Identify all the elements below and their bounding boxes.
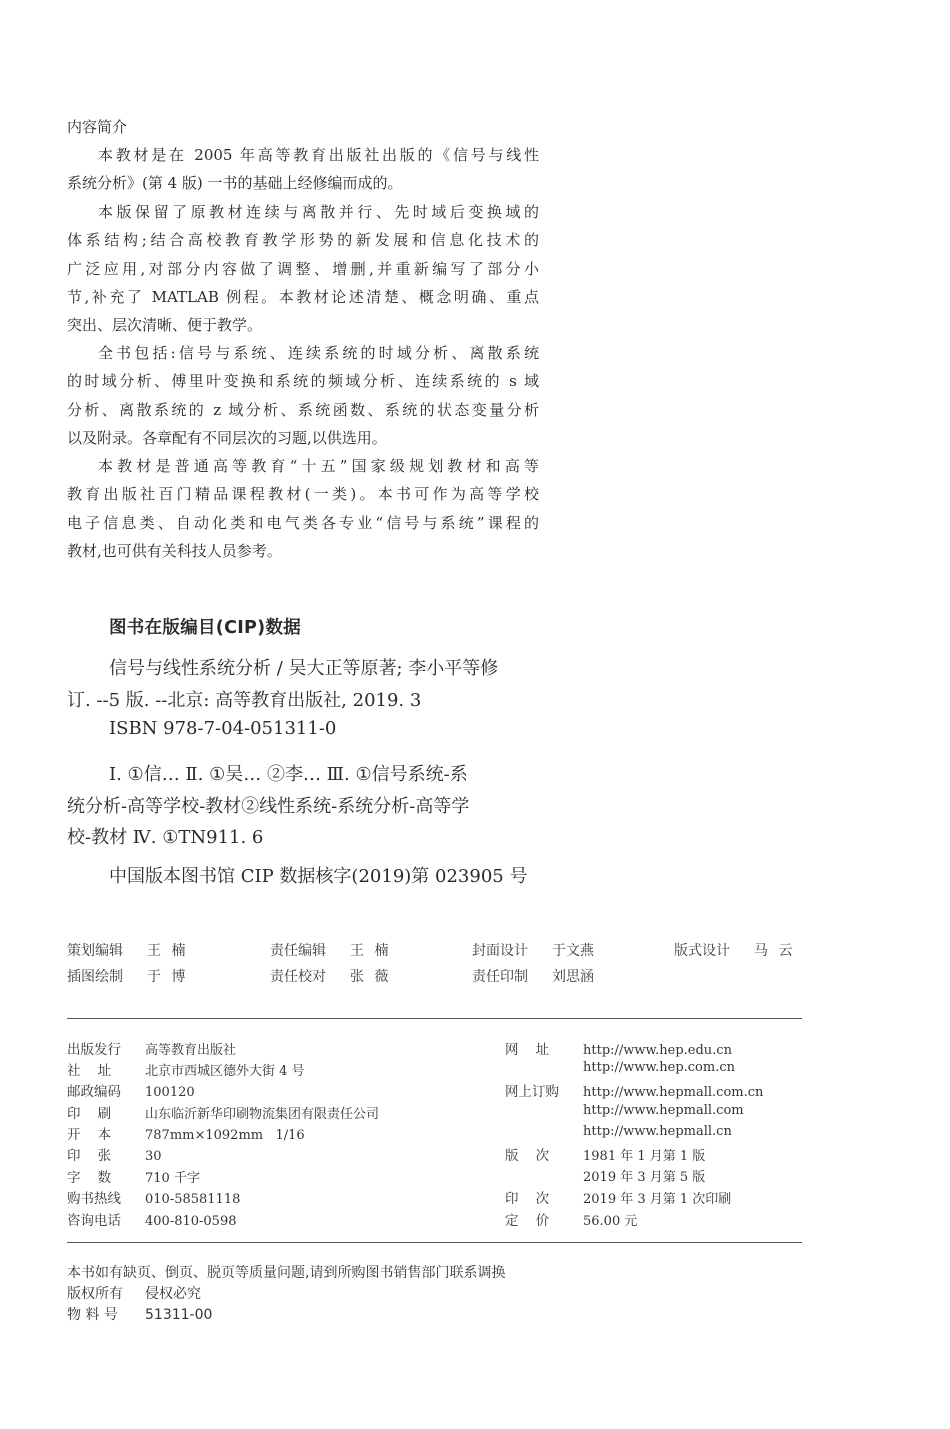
pub-info-row [505, 1144, 705, 1164]
pub-info-value: 010-58581118 [145, 1192, 241, 1207]
credit-value: 于 博 [147, 969, 189, 985]
paragraph-line: 的时域分析、傅里叶变换和系统的频域分析、连续系统的 s 域 [67, 372, 539, 391]
credit-label: 责任编辑 [270, 943, 326, 959]
pub-info-row [67, 1187, 240, 1207]
pub-info-row [505, 1038, 732, 1058]
intro-title: 内容简介 [67, 118, 128, 136]
credit-value: 刘思涵 [552, 969, 594, 985]
pub-info-value: 高等教育出版社 [145, 1043, 237, 1058]
pub-info-value: http://www.hep.com.cn [583, 1060, 735, 1075]
pub-info-label: 印 次 [505, 1191, 550, 1207]
paragraph-line: 以及附录。各章配有不同层次的习题,以供选用。 [67, 428, 387, 447]
credit-value: 马 云 [754, 943, 796, 959]
pub-info-row [67, 1102, 379, 1122]
pub-info-value: http://www.hep.edu.cn [583, 1043, 732, 1058]
credit-proofreader [270, 966, 391, 986]
credit-value: 王 楠 [350, 943, 392, 959]
pub-info-row [505, 1209, 637, 1229]
paragraph-line: 广泛应用,对部分内容做了调整、增删,并重新编写了部分小 [67, 259, 539, 278]
credit-value: 张 薇 [350, 969, 392, 985]
pub-info-value: 1981 年 1 月第 1 版 [583, 1149, 706, 1164]
credit-label: 版式设计 [674, 943, 730, 959]
pub-info-value: 56.00 元 [583, 1214, 638, 1229]
pub-info-value: 30 [145, 1149, 162, 1164]
cip-line: Ⅰ. ①信… Ⅱ. ①吴… ②李… Ⅲ. ①信号系统-系 [109, 764, 468, 785]
credit-label: 责任校对 [270, 969, 326, 985]
pub-info-row [67, 1123, 305, 1143]
pub-info-label: 印 刷 [67, 1106, 112, 1122]
credit-cover-design [472, 940, 594, 960]
cip-line: 订. --5 版. --北京: 高等教育出版社, 2019. 3 [67, 690, 422, 711]
pub-info-row [505, 1123, 732, 1139]
divider-bottom [67, 1242, 802, 1243]
pub-info-value: 2019 年 3 月第 1 次印刷 [583, 1192, 732, 1207]
pub-info-label: 咨询电话 [67, 1213, 121, 1229]
pub-info-value: http://www.hepmall.cn [583, 1124, 732, 1139]
paragraph-line: 本教材是普通高等教育“十五”国家级规划教材和高等 [98, 457, 539, 475]
material-number-label: 物 料 号 [67, 1307, 118, 1323]
credit-illustration [67, 966, 188, 986]
pub-info-value: 100120 [145, 1085, 195, 1100]
copyright-value: 侵权必究 [145, 1286, 201, 1302]
pub-info-label: 定 价 [505, 1213, 550, 1229]
paragraph-line: 电子信息类、自动化类和电气类各专业“信号与系统”课程的 [67, 513, 539, 532]
pub-info-row [67, 1080, 195, 1100]
cip-line: 校-教材 Ⅳ. ①TN911. 6 [67, 827, 264, 848]
pub-info-label: 开 本 [67, 1127, 112, 1143]
pub-info-label: 网 址 [505, 1042, 550, 1058]
pub-info-label: 出版发行 [67, 1042, 121, 1058]
cip-line: ISBN 978-7-04-051311-0 [109, 718, 337, 739]
pub-info-label: 版 次 [505, 1148, 550, 1164]
pub-info-label: 字 数 [67, 1170, 112, 1186]
material-number-value: 51311-00 [145, 1307, 213, 1323]
pub-info-row [505, 1059, 735, 1075]
pub-info-value: http://www.hepmall.com [583, 1103, 744, 1118]
intro-paragraph-3 [67, 339, 539, 452]
pub-info-row [67, 1038, 236, 1058]
pub-info-value: 2019 年 3 月第 5 版 [583, 1170, 706, 1185]
cip-title: 图书在版编目(CIP)数据 [109, 618, 302, 638]
pub-info-value: 787mm×1092mm 1/16 [145, 1128, 305, 1143]
copyright-row [67, 1283, 201, 1303]
pub-info-row [67, 1166, 200, 1186]
pub-info-row [505, 1187, 731, 1207]
pub-info-label: 印 张 [67, 1148, 112, 1164]
paragraph-line: 节,补充了 MATLAB 例程。本教材论述清楚、概念明确、重点 [67, 287, 539, 306]
paragraph-line: 本教材是在 2005 年高等教育出版社出版的《信号与线性 [98, 146, 539, 164]
credit-value: 于文燕 [552, 943, 594, 959]
intro-paragraph-2 [67, 198, 539, 339]
credit-responsible-editor [270, 940, 391, 960]
paragraph-line: 体系结构;结合高校教育教学形势的新发展和信息化技术的 [67, 231, 539, 250]
divider-top [67, 1018, 802, 1019]
pub-info-row [67, 1209, 237, 1229]
quality-notice: 本书如有缺页、倒页、脱页等质量问题,请到所购图书销售部门联系调换 [67, 1265, 506, 1281]
pub-info-value: http://www.hepmall.com.cn [583, 1085, 764, 1100]
credit-layout-design [674, 940, 795, 960]
intro-paragraph-1 [67, 141, 539, 198]
credit-label: 责任印制 [472, 969, 528, 985]
pub-info-value: 710 千字 [145, 1171, 200, 1186]
paragraph-line: 教材,也可供有关科技人员参考。 [67, 541, 282, 560]
cip-line: 信号与线性系统分析 / 吴大正等原著; 李小平等修 [109, 658, 499, 679]
pub-info-value: 山东临沂新华印刷物流集团有限责任公司 [145, 1107, 380, 1122]
material-number-row [67, 1304, 212, 1324]
pub-info-value: 400-810-0598 [145, 1214, 237, 1229]
pub-info-row [505, 1102, 744, 1118]
copyright-label: 版权所有 [67, 1286, 123, 1302]
paragraph-line: 系统分析》(第 4 版) 一书的基础上经修编而成的。 [67, 174, 403, 193]
paragraph-line: 分析、离散系统的 z 域分析、系统函数、系统的状态变量分析 [67, 400, 539, 419]
pub-info-label: 网上订购 [505, 1084, 559, 1100]
credit-label: 策划编辑 [67, 943, 123, 959]
pub-info-row [67, 1059, 305, 1079]
pub-info-value: 北京市西城区德外大街 4 号 [145, 1064, 305, 1079]
pub-info-label: 购书热线 [67, 1191, 121, 1207]
credit-planning-editor [67, 940, 188, 960]
paragraph-line: 本版保留了原教材连续与离散并行、先时域后变换域的 [98, 203, 539, 221]
pub-info-row [505, 1166, 705, 1185]
credit-label: 封面设计 [472, 943, 528, 959]
credit-label: 插图绘制 [67, 969, 123, 985]
pub-info-label: 社 址 [67, 1063, 112, 1079]
pub-info-row [67, 1144, 162, 1164]
credit-printing-supervisor [472, 966, 594, 986]
credit-value: 王 楠 [147, 943, 189, 959]
cip-number: 中国版本图书馆 CIP 数据核字(2019)第 023905 号 [109, 866, 528, 887]
paragraph-line: 突出、层次清晰、便于教学。 [67, 316, 263, 335]
cip-line: 统分析-高等学校-教材②线性系统-系统分析-高等学 [67, 796, 470, 817]
pub-info-label: 邮政编码 [67, 1084, 121, 1100]
intro-paragraph-4 [67, 452, 539, 565]
pub-info-row [505, 1080, 763, 1100]
paragraph-line: 教育出版社百门精品课程教材(一类)。本书可作为高等学校 [67, 485, 539, 504]
paragraph-line: 全书包括:信号与系统、连续系统的时域分析、离散系统 [98, 344, 539, 362]
